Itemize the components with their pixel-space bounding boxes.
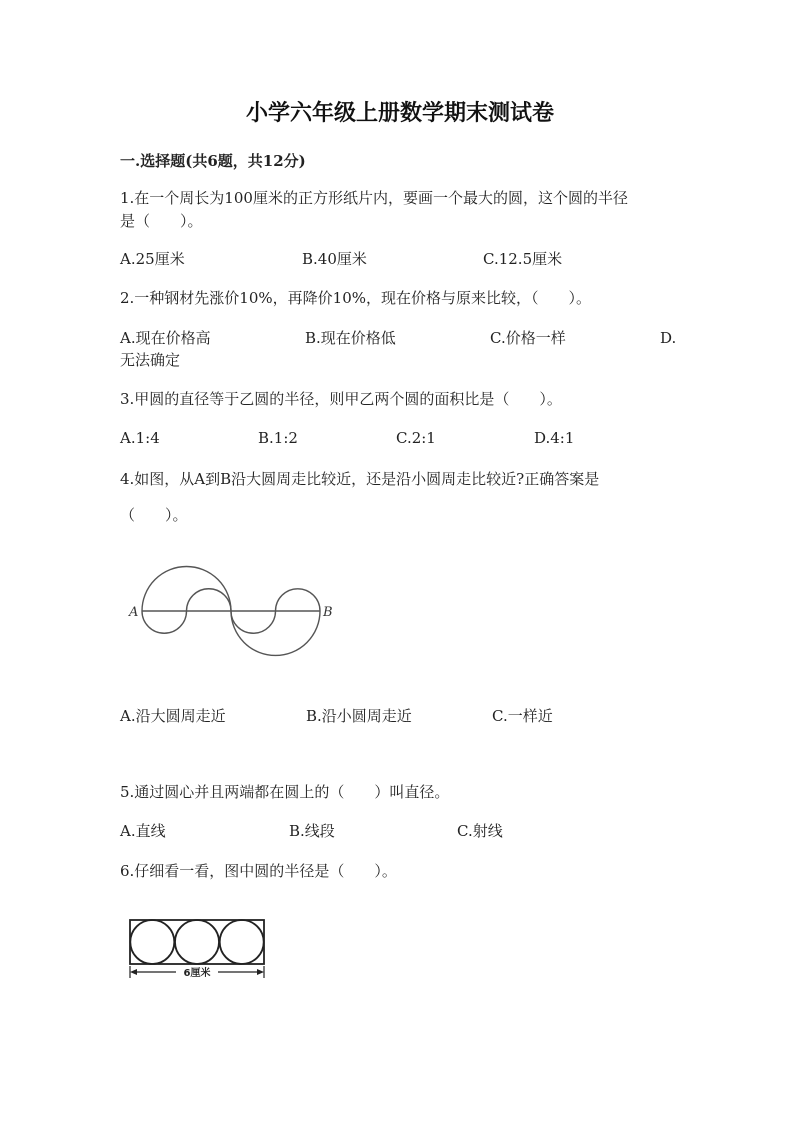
question-3-option-d[interactable]: D.4:1 [534,429,575,447]
question-4-stem-line1: 4.如图，从A到B沿大圆周走比较近，还是沿小圆周走比较近?正确答案是 [120,470,600,488]
dimension-label: 6厘米 [183,968,211,979]
question-1-option-b[interactable]: B.40厘米 [302,250,367,268]
question-2-option-d[interactable]: D. [660,329,677,347]
three-circles-figure [120,912,270,987]
question-1-stem-line2: 是（ ）。 [120,212,203,230]
circle-middle [175,920,219,964]
question-3-option-c[interactable]: C.2:1 [396,429,436,447]
large-arc-lower [231,611,320,655]
question-4-option-c[interactable]: C.一样近 [492,707,553,725]
question-5-option-b[interactable]: B.线段 [289,822,335,840]
question-5-stem: 5.通过圆心并且两端都在圆上的（ ）叫直径。 [120,783,450,801]
question-2-option-a[interactable]: A.现在价格高 [120,329,211,347]
question-2-option-d-text[interactable]: 无法确定 [120,351,181,369]
question-6-stem: 6.仔细看一看，图中圆的半径是（ ）。 [120,862,397,880]
question-5-option-c[interactable]: C.射线 [457,822,503,840]
question-4-option-b[interactable]: B.沿小圆周走近 [306,707,412,725]
question-2-option-b[interactable]: B.现在价格低 [305,329,396,347]
small-arc-3 [231,611,276,633]
question-3-option-a[interactable]: A.1:4 [120,429,160,447]
dimension-arrow-left [130,969,137,975]
small-arc-1 [142,611,187,633]
question-2-option-c[interactable]: C.价格一样 [490,329,566,347]
section-heading: 一.选择题(共6题，共12分) [120,152,306,170]
circle-left [130,920,174,964]
dimension-arrow-right [257,969,264,975]
point-b-label: B [323,605,333,620]
question-3-stem: 3.甲圆的直径等于乙圆的半径，则甲乙两个圆的面积比是（ ）。 [120,390,562,408]
question-4-stem-line2: （ ）。 [120,506,188,524]
bounding-rectangle [130,920,264,964]
exam-title: 小学六年级上册数学期末测试卷 [245,100,554,126]
question-3-option-b[interactable]: B.1:2 [258,429,298,447]
question-2-stem: 2.一种钢材先涨价10%，再降价10%，现在价格与原来比较，（ ）。 [120,289,591,307]
large-arc-upper [142,567,231,612]
circle-right [220,920,264,964]
small-arc-4 [276,589,321,611]
small-arc-2 [187,589,232,611]
semicircle-path-figure [120,555,350,665]
question-1-stem-line1: 1.在一个周长为100厘米的正方形纸片内，要画一个最大的圆，这个圆的半径 [120,189,628,207]
question-4-option-a[interactable]: A.沿大圆周走近 [120,707,226,725]
point-a-label: A [129,605,139,620]
question-1-option-a[interactable]: A.25厘米 [120,250,185,268]
question-1-option-c[interactable]: C.12.5厘米 [483,250,563,268]
question-5-option-a[interactable]: A.直线 [120,822,166,840]
